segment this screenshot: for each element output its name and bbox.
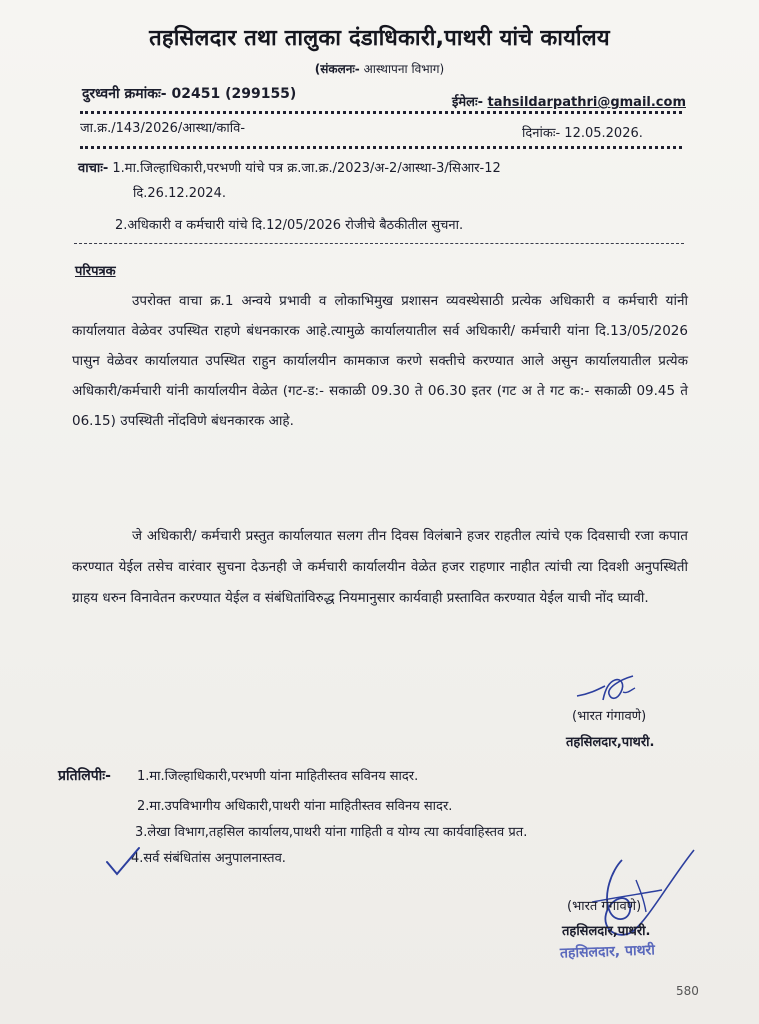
body-paragraph-2: जे अधिकारी/ कर्मचारी प्रस्तुत कार्यालयात सलग तीन दिवस विलंबाने हजर राहतील त्यांचे एक दिवसाची रजा कपात करण्यात येईल तसेच वारंवार सुचना देऊनही जे कर्मचारी कार्यालयीन वेळेत हजर राहणार नाहीत त्यांची त्या दिवशी अनुपस्थिती ग्राहय धरुन विनावेतन करण्यात येईल व संबंधितांविरुद्ध नियमानुसार कार्यवाही प्रस्तावित करण्यात येईल याची नोंद घ्यावी.	[72, 528, 688, 606]
email-label: ईमेलः-	[452, 95, 483, 110]
phone-number: 02451 (299155)	[171, 86, 297, 102]
read-reference-1	[78, 158, 501, 176]
email-line	[452, 92, 686, 110]
copy-item: 4.सर्व संबंधितांस अनुपालनास्तव.	[131, 851, 286, 866]
signatory-name-1: (भारत गंगावणे)	[572, 709, 647, 724]
signatory-name-2: (भारत गंगावणे)	[567, 899, 642, 914]
email-address: tahsildarpathri@gmail.com	[487, 95, 686, 110]
office-stamp: तहसिलदार, पाथरी	[559, 942, 656, 962]
signatory-title-1: तहसिलदार,पाथरी.	[566, 735, 655, 750]
signatory-title-2: तहसिलदार,पाथरी.	[562, 924, 651, 939]
phone-label: दुरध्वनी क्रमांकः-	[82, 86, 167, 102]
read-label: वाचाः-	[78, 161, 109, 176]
date-value: 12.05.2026.	[564, 126, 643, 141]
compiled-by-label: (संकलनः-	[314, 62, 360, 76]
read-reference-2: 2.अधिकारी व कर्मचारी यांचे दि.12/05/2026 रोजीचे बैठकीतील सुचना.	[115, 218, 464, 233]
phone-line	[82, 84, 296, 103]
copy-item: 3.लेखा विभाग,तहसिल कार्यालय,पाथरी यांना गाहिती व योग्य त्या कार्यवाहिस्तव प्रत.	[135, 825, 528, 840]
circular-heading: परिपत्रक	[75, 264, 116, 279]
office-title: तहसिलदार तथा तालुका दंडाधिकारी,पाथरी यांचे कार्यालय	[149, 26, 610, 51]
section-divider	[74, 243, 684, 244]
date-label: दिनांकः-	[522, 126, 561, 141]
copy-item: 1.मा.जिल्हाधिकारी,परभणी यांना माहितीस्तव सविनय सादर.	[137, 769, 419, 784]
copies-label: प्रतिलिपीः-	[58, 768, 111, 784]
tick-mark-icon	[103, 844, 143, 878]
reference-number: जा.क्र./143/2026/आस्था/कावि-	[80, 121, 246, 136]
signature-mark-1	[575, 672, 647, 708]
header-divider-bottom	[80, 146, 682, 149]
compiled-by-value: आस्थापना विभाग)	[363, 62, 445, 76]
compiled-by-line	[0, 60, 759, 77]
letter-date	[522, 123, 643, 141]
page-number: 580	[676, 984, 699, 998]
body-paragraph-1: उपरोक्त वाचा क्र.1 अन्वये प्रभावी व लोकाभिमुख प्रशासन व्यवस्थेसाठी प्रत्येक अधिकारी व कर्मचारी यांनी कार्यालयात वेळेवर उपस्थित राहणे बंधनकारक आहे.त्यामुळे कार्यालयातील सर्व अधिकारी/ कर्मचारी यांना दि.13/05/2026 पासुन वेळेवर कार्यालयात उपस्थित राहुन कार्यालयीन कामकाज करणे सक्तीचे करण्यात आले असुन कार्यालयातील प्रत्येक अधिकारी/कर्मचारी यांनी कार्यालयीन वेळेत (गट-ड:- सकाळी 09.30 ते 06.30 इतर (गट अ ते गट क:- सकाळी 09.45 ते 06.15) उपस्थिती नोंदविणे बंधनकारक आहे.	[72, 293, 688, 429]
copy-item: 2.मा.उपविभागीय अधिकारी,पाथरी यांना माहितीस्तव सविनय सादर.	[137, 799, 453, 814]
read-item-1-line-1: 1.मा.जिल्हाधिकारी,परभणी यांचे पत्र क्र.जा.क्र./2023/अ-2/आस्था-3/सिआर-12	[112, 161, 501, 176]
read-item-1-line-2: दि.26.12.2024.	[133, 186, 226, 201]
header-divider-top	[80, 111, 682, 114]
